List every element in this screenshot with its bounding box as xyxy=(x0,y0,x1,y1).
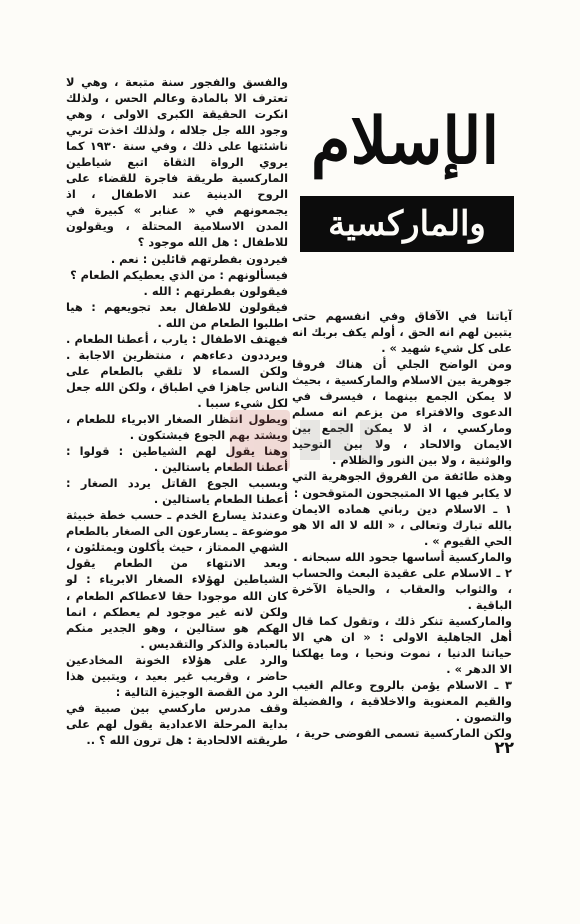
text-column-right xyxy=(292,308,512,741)
column-left-text: والفسق والفجور سنة متبعة ، وهي لا تعترف الا بالمادة وعالم الحس ، ولذلك انكرت الحقيقة الكبرى الاولى ، وهي وجود الله جل جلاله ، ولذلك اخذت تربي ناشئتها على ذلك ، وفي سنة ١٩٣٠ كما يروي الرواة الثقاة اتبع شياطين الماركسية طريقة فاجرة للقضاء على الروح الدينية عند الاطفال ، اذ يجمعونهم في « عنابر » كبيرة في المدن الاسلامية المحتلة ، ويقولون للاطفال : هل الله موجود ؟ فيردون بفطرتهم قائلين : نعم . فيسألونهم : من الذي يعطيكم الطعام ؟ فيقولون بفطرتهم : الله . فيقولون للاطفال بعد تجويعهم : هيا اطلبوا الطعام من الله . فيهتف الاطفال : يارب ، أعطنا الطعام . ويرددون دعاءهم ، منتظرين الاجابة . ولكن السماء لا تلقي بالطعام على الناس جاهزا في اطباق ، ولكن الله جعل لكل شيء سببا . انتظار الصغار الابرياء للطعام ، الجوع فيشتكون . لهم الشياطين : قولوا : ياستالين . وبسبب الجوع القاتل يردد الصغار : أعطنا الطعام ياستالين . وعندئذ يسارع الخدم ـ حسب خطة خبيثة موضوعة ـ يسارعون الى الصغار بالطعام الشهي الممتاز ، حيث يأكلون ويمتلئون ، وبعد الانتهاء من الطعام يقول الشياطين لهؤلاء الصغار الابرياء : لو كان الله موجودا حقا لاعطاكم الطعام ، ولكن لانه غير موجود لم يعطكم ، انما الهكم هو ستالين ، وهو الجدير منكم بالعبادة والذكر والتقديس . والرد على هؤلاء الخونة المخادعين حاضر ، وقريب غير بعيد ، ويتبين هذا الرد من القصة الوجيزة التالية : وقف مدرس ماركسي بين صبية في بداية المرحلة الاعدادية يقول لهم على طريقته الالحادية : هل ترون الله ؟ .. xyxy=(66,75,288,747)
article-title: الإسلام xyxy=(310,104,500,179)
page-number: ٢٢ xyxy=(494,738,514,757)
archive-watermark-icon xyxy=(210,380,410,490)
column-right-text: آياتنا في الآفاق وفي انفسهم حتى يتبين لهم انه الحق ، أولم يكف بربك انه على كل شيء شهيد » . ومن الواضح الجلي أن هناك فروقا جوهرية بين الاسلام والماركسية ، بحيث لا يمكن الجمع بينهما ، فيسرف في الدعوى والافتراء من يزعم انه مسلم وماركسي ، اذ لا الايمان والالحاد ، ولا بين والوثنية ، ولا بين النور والظلام . وهذه طائفة من الفروق الجوهرية التي لا يكابر فيها الا المتبجحون المتوقحون : ١ ـ الاسلام دين رباني هماده الايمان بالله تبارك وتعالى ، « الله لا اله الا هو الحي القيوم » . والماركسية أساسها جحود الله سبحانه . ٢ ـ الاسلام على عقيدة البعث والحساب ، والثواب والعقاب ، والحياة الآخرة الباقية . والماركسية تنكر ذلك ، وتقول كما قال أهل الجاهلية الاولى : « ان هي الا حياتنا الدنيا ، نموت ونحيا ، وما يهلكنا الا الدهر » . ٣ ـ الاسلام يؤمن بالروح وعالم الغيب والقيم المعنوية والاخلاقية ، والفضيلة والتصون . ولكن الماركسية تسمى الفوضى حرية ، xyxy=(292,309,512,741)
article-subtitle-bar: والماركسية xyxy=(300,196,514,252)
